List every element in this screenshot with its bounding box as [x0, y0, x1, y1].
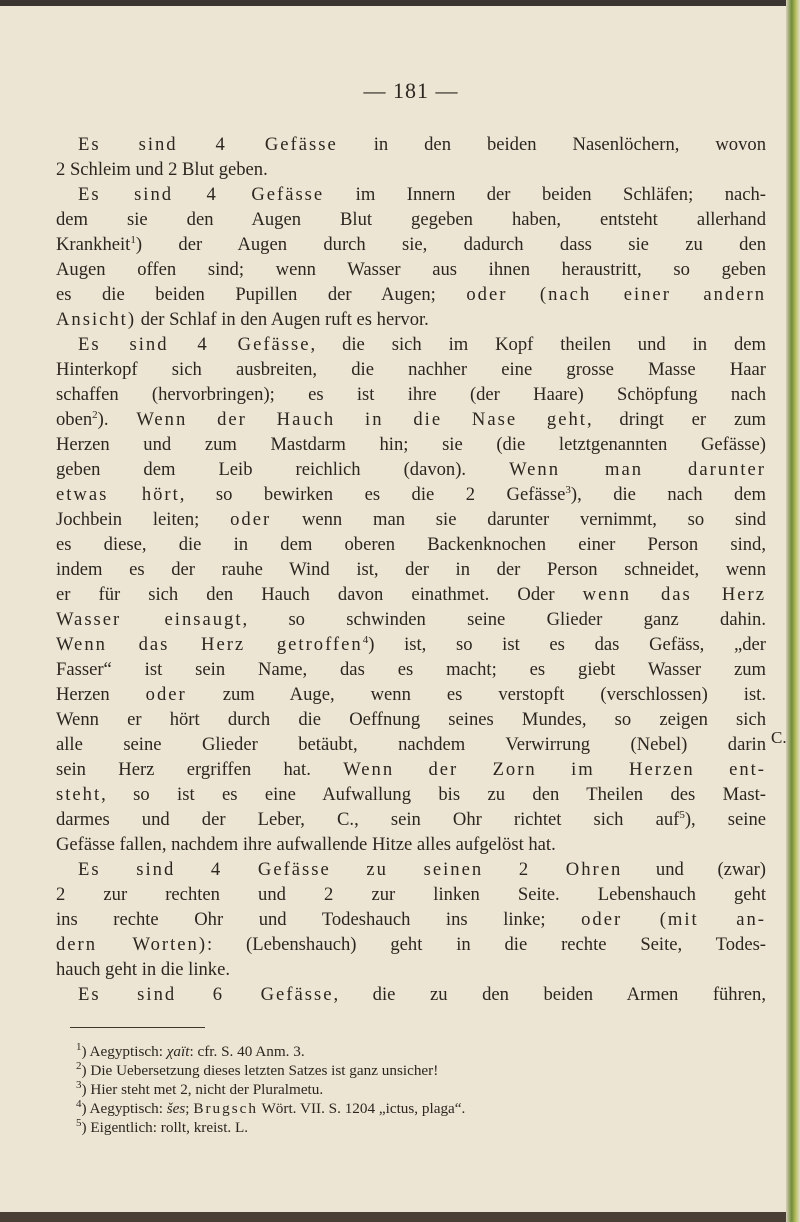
text-line: Augen offen sind; wenn Wasser aus ihnen heraustritt, so geben [56, 259, 766, 280]
text-line: geben dem Leib reichlich (davon). Wenn man darunter [56, 459, 766, 480]
text-line: Es sind 6 Gefässe, die zu den beiden Armen führen, [78, 984, 766, 1005]
text-line: ins rechte Ohr und Todeshauch ins linke; oder (mit an- [56, 909, 766, 930]
text-line: Es sind 4 Gefässe zu seinen 2 Ohren und (zwar) [78, 859, 766, 880]
text-line: Wenn er hört durch die Oeffnung seines Mundes, so zeigen sich [56, 709, 766, 730]
text-line: schaffen (hervorbringen); es ist ihre (der Haare) Schöpfung nach [56, 384, 766, 405]
text-line: Herzen und zum Mastdarm hin; sie (die letztgenannten Gefässe) [56, 434, 766, 455]
text-line: etwas hört, so bewirken es die 2 Gefässe$^3$), die nach dem [56, 483, 767, 505]
margin-note: C. [771, 728, 787, 747]
footnotes [56, 1042, 766, 1137]
text-line: Gefässe fallen, nachdem ihre aufwallende Hitze alles aufgelöst hat. [56, 834, 556, 855]
text-line: Wenn das Herz getroffen$^4$) ist, so ist es das Gefäss, „der [56, 633, 767, 655]
text-line: Krankheit$^1$) der Augen durch sie, dadurch dass sie zu den [56, 233, 766, 255]
body-text [56, 132, 766, 1007]
footnote-3: $^3$) Hier steht met 2, nicht der Pluralmetu. [76, 1078, 324, 1098]
text-line: es diese, die in dem oberen Backenknochen einer Person sind, [56, 534, 766, 555]
footnote-5: $^5$) Eigentlich: rollt, kreist. L. [76, 1116, 249, 1136]
text-line: 2 Schleim und 2 Blut geben. [56, 159, 268, 180]
text-line: 2 zur rechten und 2 zur linken Seite. Lebenshauch geht [56, 884, 766, 905]
text-line: indem es der rauhe Wind ist, der in der Person schneidet, wenn [56, 559, 766, 580]
text-line: sein Herz ergriffen hat. Wenn der Zorn im Herzen ent- [56, 759, 766, 780]
page-number: — 181 — [363, 78, 459, 103]
text-line: Ansicht) der Schlaf in den Augen ruft es hervor. [56, 309, 429, 330]
text-line: er für sich den Hauch davon einathmet. Oder wenn das Herz [56, 584, 766, 605]
text-line: Es sind 4 Gefässe, die sich im Kopf theilen und in dem [78, 334, 766, 355]
text-line: Jochbein leiten; oder wenn man sie darunter vernimmt, so sind [56, 509, 766, 530]
page-edge [786, 0, 800, 1222]
text-line: Es sind 4 Gefässe in den beiden Nasenlöchern, wovon [78, 134, 766, 155]
bottom-edge-shadow [0, 1212, 786, 1222]
text-line: es die beiden Pupillen der Augen; oder (nach einer andern [56, 284, 766, 305]
text-line: dern Worten): (Lebenshauch) geht in die rechte Seite, Todes- [56, 934, 767, 955]
text-line: oben$^2$). Wenn der Hauch in die Nase geht, dringt er zum [56, 408, 766, 430]
footnote-2: $^2$) Die Uebersetzung dieses letzten Satzes ist ganz unsicher! [76, 1059, 439, 1079]
text-line: Fasser“ ist sein Name, das es macht; es giebt Wasser zum [56, 659, 766, 680]
text-line: alle seine Glieder betäubt, nachdem Verwirrung (Nebel) darin [56, 734, 766, 755]
top-edge-shadow [0, 0, 800, 6]
footnote-4: $^4$) Aegyptisch: šes; Brugsch Wört. VII. S. 1204 „ictus, plaga“. [76, 1097, 466, 1117]
footnote-divider [70, 1027, 205, 1028]
text-line: steht, so ist es eine Aufwallung bis zu den Theilen des Mast- [56, 784, 766, 805]
text-line: Wasser einsaugt, so schwinden seine Glieder ganz dahin. [56, 609, 766, 630]
text-line: dem sie den Augen Blut gegeben haben, entsteht allerhand [56, 209, 766, 230]
text-line: Herzen oder zum Auge, wenn es verstopft (verschlossen) ist. [56, 684, 767, 705]
text-line: hauch geht in die linke. [56, 959, 231, 980]
text-line: Es sind 4 Gefässe im Innern der beiden Schläfen; nach- [78, 184, 766, 205]
book-page [56, 78, 766, 1137]
text-line: darmes und der Leber, C., sein Ohr richtet sich auf$^5$), seine [56, 808, 766, 830]
footnote-1: $^1$) Aegyptisch: χaït: cfr. S. 40 Anm. 3. [76, 1040, 305, 1060]
text-line: Hinterkopf sich ausbreiten, die nachher eine grosse Masse Haar [56, 359, 766, 380]
